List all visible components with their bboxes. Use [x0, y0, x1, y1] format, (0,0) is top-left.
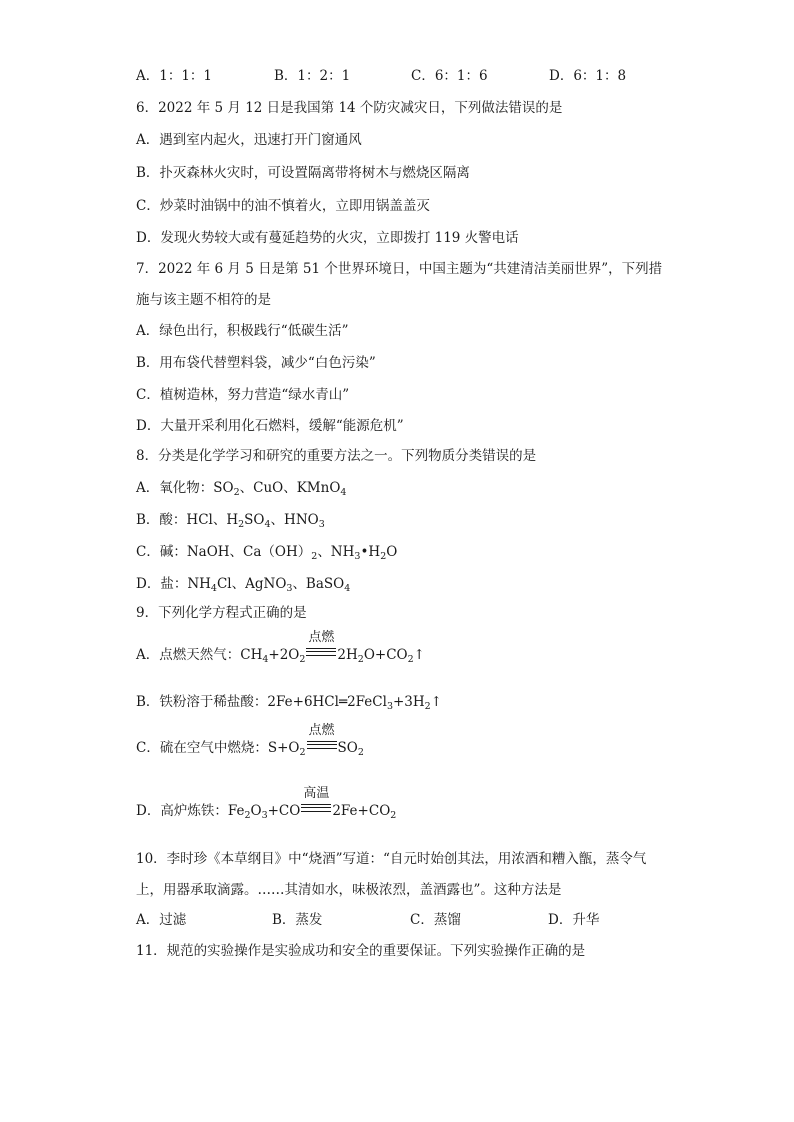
q7-option-a[interactable]: A．绿色出行，积极践行“低碳生活” — [136, 323, 349, 339]
q9-option-a-label: A．点燃天然气： — [136, 647, 241, 663]
q5-option-c[interactable]: C．6：1：6 — [411, 68, 488, 84]
q7-option-b[interactable]: B．用布袋代替塑料袋，减少“白色污染” — [136, 355, 376, 371]
reaction-condition-arrow — [306, 630, 336, 665]
q5-options — [136, 66, 696, 86]
reaction-condition-arrow — [301, 786, 331, 821]
q7-option-c[interactable]: C．植树造林，努力营造“绿水青山” — [136, 387, 350, 403]
q9-option-b-label: B．铁粉溶于稀盐酸： — [136, 694, 268, 710]
q8-stem: 8．分类是化学学习和研究的重要方法之一。下列物质分类错误的是 — [136, 448, 537, 464]
condition-text: 高温 — [303, 786, 330, 801]
q8-option-b-label: B．酸： — [136, 512, 187, 528]
q7-stem-line1: 7．2022 年 6 月 5 日是第 51 个世界环境日，中国主题为“共建清洁美丽世界”，下列措 — [136, 261, 663, 277]
q9-option-d-label: D．高炉炼铁： — [136, 803, 228, 819]
q5-option-d[interactable]: D．6：1：8 — [549, 68, 627, 84]
q8-option-d[interactable]: D．盐：$NH_4Cl$、AgNO$_3$、BaSO$_4$ — [136, 576, 351, 594]
q6-option-a[interactable]: A．遇到室内起火，迅速打开门窗通风 — [136, 132, 362, 148]
q7-option-d[interactable]: D．大量开采利用化石燃料，缓解“能源危机” — [136, 418, 404, 434]
q5-option-b[interactable]: B．1：2：1 — [274, 68, 351, 84]
q10-options — [136, 910, 616, 930]
q6-option-b[interactable]: B．扑灭森林火灾时，可设置隔离带将树木与燃烧区隔离 — [136, 165, 470, 181]
q9-option-d[interactable]: D．高炉炼铁：$Fe_2O_3+CO$ 高温 $2Fe+CO_2$ — [136, 786, 397, 821]
q9-option-b[interactable]: B．铁粉溶于稀盐酸：$2Fe+6HCl═2FeCl_3+3H_2↑$ — [136, 694, 443, 712]
q10-stem-line2: 上，用器承取滴露。……其清如水，味极浓烈，盖酒露也”。这种方法是 — [136, 882, 562, 898]
q8-option-a-label: A．氧化物： — [136, 480, 214, 496]
q10-option-b[interactable]: B．蒸发 — [272, 912, 323, 928]
q5-option-a[interactable]: A．1：1：1 — [136, 68, 213, 84]
q8-option-b[interactable]: B．酸：HCl、$H_2SO_4$、$HNO_3$ — [136, 512, 325, 530]
q8-option-d-label: D．盐： — [136, 576, 188, 592]
condition-text: 点燃 — [308, 723, 335, 738]
q7-stem-line2: 施与该主题不相符的是 — [136, 292, 271, 308]
reaction-condition-arrow — [307, 723, 337, 758]
q8-option-c-label: C．碱： — [136, 544, 187, 560]
q10-option-d[interactable]: D．升华 — [548, 912, 600, 928]
q9-option-a[interactable]: A．点燃天然气：$CH_4+2O_2$ 点燃 $2H_2O+CO_2↑$ — [136, 630, 425, 665]
q8-option-a[interactable]: A．氧化物：$SO_2$、CuO、KMnO$_4$ — [136, 480, 347, 498]
q6-option-c[interactable]: C．炒菜时油锅中的油不慎着火，立即用锅盖盖灭 — [136, 198, 430, 214]
q9-option-c[interactable]: C．硫在空气中燃烧：$S+O_2$ 点燃 $SO_2$ — [136, 723, 364, 758]
q10-option-c[interactable]: C．蒸馏 — [410, 912, 461, 928]
q6-stem: 6．2022 年 5 月 12 日是我国第 14 个防灾减灾日，下列做法错误的是 — [136, 100, 563, 116]
q9-option-c-label: C．硫在空气中燃烧： — [136, 740, 268, 756]
q9-stem: 9．下列化学方程式正确的是 — [136, 605, 307, 621]
q8-option-c[interactable]: C．碱：NaOH、$Ca(OH)_2$、$NH_3•H_2O$ — [136, 544, 398, 562]
q11-stem: 11．规范的实验操作是实验成功和安全的重要保证。下列实验操作正确的是 — [136, 943, 586, 959]
q10-stem-line1: 10．李时珍《本草纲目》中“烧酒”写道：“自元时始创其法，用浓酒和糟入甑，蒸令气 — [136, 851, 647, 867]
condition-text: 点燃 — [308, 630, 335, 645]
q10-option-a[interactable]: A．过滤 — [136, 912, 187, 928]
q6-option-d[interactable]: D．发现火势较大或有蔓延趋势的火灾，立即拨打 119 火警电话 — [136, 230, 519, 246]
